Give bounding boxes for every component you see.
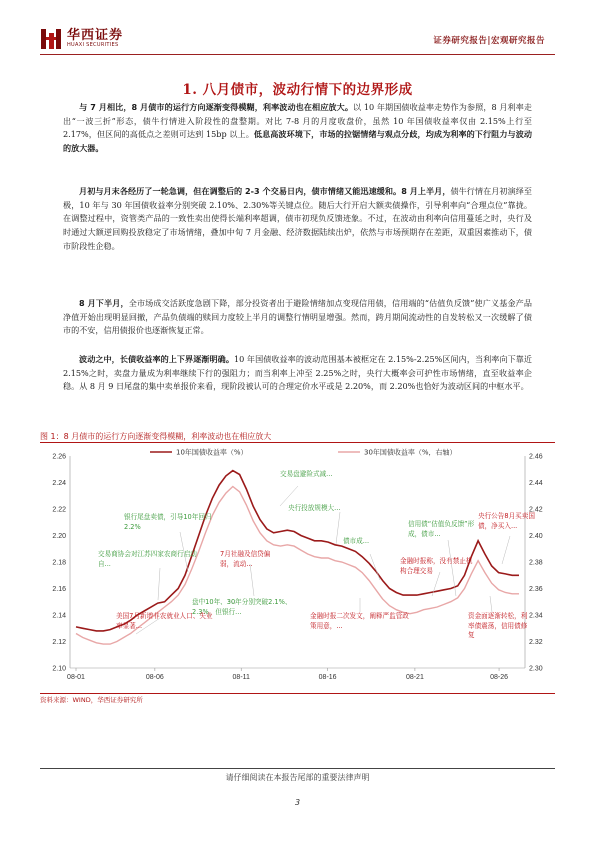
y-left-tick-label: 2.18 [52, 559, 66, 567]
x-tick-label: 08-21 [405, 674, 424, 681]
annotation-leader-line [490, 596, 492, 612]
annotation-pboc-injection: 央行投放规模大... [288, 504, 341, 512]
paragraph-3-body: 全市场成交活跃度急剧下降，部分投资者出于避险情绪加点变现信用债，信用端的“估值负反馈”使广义基金产品净值开始出现明显回撤，产品负债端的赎回力度较上半月的调整行情明显增强。然而，跨月期间流动性的自发转松又一次缓解了债市的不安，信用债报价也逐渐恢复正常。 [63, 298, 532, 336]
annotation-nafmii: 交易商协会对江苏四家农商行启动自... [98, 550, 197, 568]
annotation-july-credit: 7月社融及信贷偏弱，流动... [220, 550, 271, 568]
company-logo [40, 26, 123, 52]
y-right-tick-label: 2.46 [529, 453, 543, 461]
y-right-tick-label: 2.30 [529, 665, 543, 673]
figure-title: 图 1：8 月债市的运行方向逐渐变得模糊，利率波动也在相应放大 [40, 430, 555, 443]
annotation-pboc-buy: 央行公告8月买卖国债，净买入... [478, 512, 535, 530]
y-right-tick-label: 2.42 [529, 506, 543, 514]
logo-chinese-text: 华西证券 [67, 28, 124, 43]
source-divider [40, 693, 555, 694]
annotation-finance-times: 金融时报称，没有禁止机构合理交易 [400, 557, 473, 575]
paragraph-2 [63, 185, 532, 254]
x-tick-label: 08-06 [145, 674, 164, 681]
annotation-leader-line [336, 512, 340, 544]
annotation-credit-feedback: 信用债“估值负反馈”形成，债市... [408, 520, 475, 538]
y-left-tick-label: 2.24 [52, 480, 66, 487]
annotation-leader-line [158, 568, 160, 600]
y-right-tick-label: 2.34 [529, 612, 543, 620]
annotation-bank-sell: 银行尾盘卖债，引导10年回归2.2% [124, 513, 212, 531]
paragraph-1 [63, 101, 532, 156]
annotation-us-payrolls: 美国7月新增非农就业人口、失业率显著... [116, 612, 213, 630]
report-type-label: 证券研究报告|宏观研究报告 [433, 36, 545, 46]
annotation-bond-trading: 债市成... [343, 537, 370, 545]
figure-source: 资料来源：WIND，华西证券研究所 [40, 696, 143, 704]
legend-30y-label: 30年国债收益率（%，右轴） [364, 448, 457, 457]
y-right-tick-label: 2.40 [529, 533, 543, 540]
annotation-leader-line [280, 486, 298, 506]
annotation-finance-times-2: 金融时报二次发文，阐释严监管政策用意，... [310, 612, 409, 630]
annotation-leader-line [502, 536, 510, 564]
header-divider [40, 54, 555, 55]
paragraph-4 [63, 353, 532, 394]
y-right-tick-label: 2.36 [529, 586, 543, 593]
paragraph-4-body: 10 年国债收益率的波动范围基本被框定在 2.15%-2.25%区间内，当利率向下靠近 2.15%之时，卖盘力量成为利率继续下行的强阻力；而当利率上冲至 2.25%之时，央行大概率会可护性市场情绪，直至收益率企稳。从 8 月 9 日尾盘的集中卖单报价来看，现阶段被认可的合理定价水平或是 2.20%，而 2.20%也恰好为波动区间的中枢水平。 [63, 354, 532, 392]
paragraph-4-lead: 波动之中，长债收益率的上下界逐渐明确。 [79, 354, 234, 364]
y-left-tick-label: 2.10 [52, 665, 66, 673]
x-tick-label: 08-01 [67, 674, 85, 681]
legend-10y-label: 10年国债收益率（%） [176, 448, 248, 457]
y-left-tick-label: 2.12 [52, 639, 66, 646]
y-left-tick-label: 2.14 [52, 612, 66, 620]
y-left-tick-label: 2.16 [52, 586, 66, 593]
paragraph-2-body: 债牛行情在月初演绎至极，10 年与 30 年国债收益率分别突破 2.10%、2.30%等关键点位。随后大行开启大额卖债操作，引导利率向“合理点位”靠拢。在调整过程中，资管类产品的一致性卖出使得长端利率超调，债市初现负反馈迹象。不过，在波动由利率向信用蔓延之时，央行及时通过大额逆回购投放稳定了市场情绪，叠加中旬 7 月金融、经济数据陆续出炉，依然与市场预期存在差距，双重因素推动下，债市阶段性企稳。 [63, 186, 532, 251]
x-tick-label: 08-26 [490, 674, 509, 681]
paragraph-1-lead: 与 7 月相比，8 月债市的运行方向逐渐变得模糊，利率波动也在相应放大。 [79, 102, 354, 112]
paragraph-1-body: 以 10 年期国债收益率走势作为参照，8 月利率走出“一波三折”形态，债牛行情进入阶段性的盘整期。对比 7-8 月的月度收盘价，虽然 10 年国债收益率仅由 2.15%上行至 2.17%，但区间的高低点之差则可达到 15bp 以上。 [63, 102, 532, 140]
logo-mark-icon [40, 27, 62, 51]
legal-notice: 请仔细阅读在本报告尾部的重要法律声明 [225, 773, 370, 782]
annotation-liquidity: 资金面逐渐转松，利率债震荡，信用债修复 [468, 612, 528, 639]
section-title: 1. 八月债市，波动行情下的边界形成 [182, 82, 413, 98]
y-left-tick-label: 2.26 [52, 453, 66, 461]
paragraph-2-lead: 月初与月末各经历了一轮急调，但在调整后的 2-3 个交易日内，债市情绪又能迅速缓和。8 月上半月， [79, 186, 451, 196]
logo-english-text: HUAXI SECURITIES [67, 42, 119, 48]
yield-chart [40, 446, 555, 691]
y-right-tick-label: 2.38 [529, 559, 543, 567]
y-left-tick-label: 2.20 [52, 533, 66, 540]
annotation-trading-risk: 交易盘避险式减... [280, 470, 333, 478]
paragraph-3 [63, 297, 532, 338]
paragraph-3-lead: 8 月下半月， [79, 298, 129, 308]
y-left-tick-label: 2.22 [52, 506, 66, 514]
footer-divider [40, 768, 555, 769]
x-tick-label: 08-11 [232, 674, 250, 681]
annotation-breakthrough: 盘中10年、30年分别突破2.1%、2.3%，但银行... [192, 598, 292, 616]
page-number: 3 [294, 798, 301, 807]
paragraph-1-conclusion: 低息高波环境下，市场的拉锯情绪与观点分歧，均成为利率的下行阻力与波动的放大器。 [63, 129, 532, 154]
x-tick-label: 08-16 [318, 674, 337, 681]
y-right-tick-label: 2.32 [529, 639, 543, 646]
y-right-tick-label: 2.44 [529, 480, 543, 487]
